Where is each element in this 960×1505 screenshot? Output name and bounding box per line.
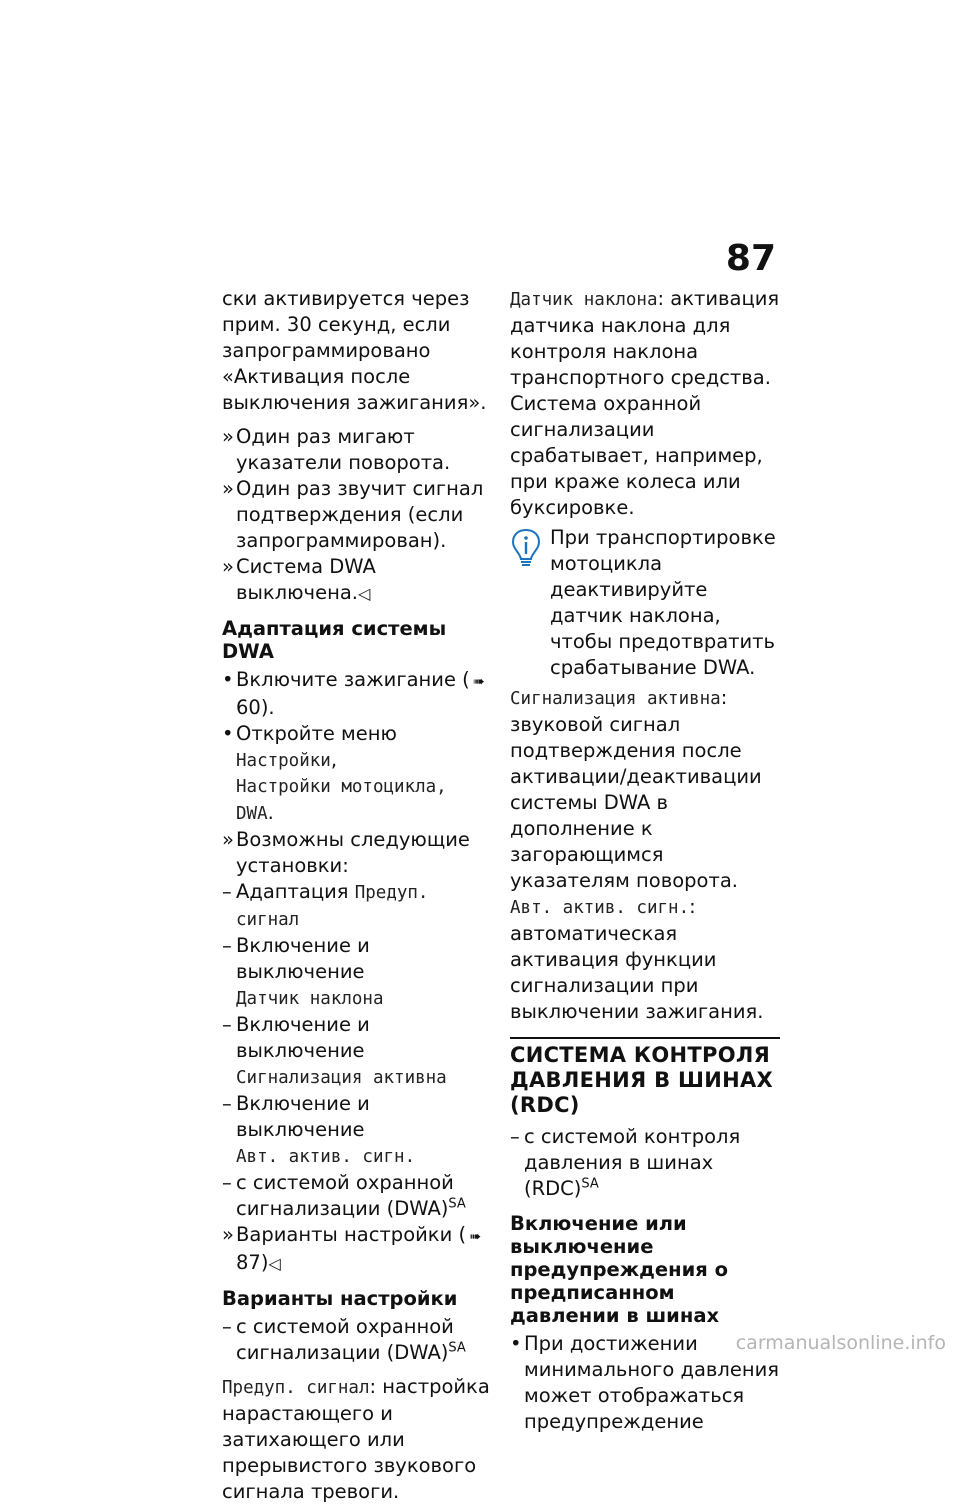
menu-path: DWA bbox=[236, 804, 268, 824]
page-ref[interactable]: 60). bbox=[236, 696, 275, 719]
end-mark-icon: ◁ bbox=[268, 1254, 281, 1273]
condition-item: – с системой охранной сигнализации (DWA)$^{SA}$ bbox=[222, 1315, 466, 1364]
auto-activation-paragraph: Авт. актив. сигн.: автоматическая активация функции сигнализации при выключении зажигания. bbox=[510, 895, 764, 1023]
page-ref-arrow-icon: ➠ bbox=[472, 674, 485, 690]
right-column bbox=[510, 286, 780, 1435]
menu-path: Настройки мотоцикла, bbox=[236, 777, 447, 797]
left-column bbox=[222, 286, 490, 1505]
step-item: • При достижении минимального давления может отображаться предупреждение bbox=[510, 1332, 780, 1433]
heading-setting-variants: Варианты настройки bbox=[222, 1287, 458, 1310]
step-item: • Включите зажигание ( ➠60). bbox=[222, 667, 490, 721]
step-item: • Откройте меню Настройки, Настройки мотоцикла, DWA. bbox=[222, 721, 490, 827]
result-item: » Один раз звучит сигнал подтверждения (если запрограммирован). bbox=[222, 477, 484, 552]
section-divider bbox=[510, 1037, 780, 1039]
result-item: » Варианты настройки ( ➠87)◁ bbox=[222, 1222, 490, 1277]
settings-item: – с системой охранной сигнализации (DWA)$^{SA}$ bbox=[222, 1171, 466, 1220]
section-title: СИСТЕМА КОНТРОЛЯ ДАВЛЕНИЯ В ШИНАХ (RDC) bbox=[510, 1043, 774, 1117]
page-ref[interactable]: 87) bbox=[236, 1251, 269, 1274]
page-number: 87 bbox=[725, 238, 776, 279]
page-ref-arrow-icon: ➠ bbox=[469, 1229, 481, 1245]
predup-paragraph: Предуп. сигнал: настройка нарастающего и затихающего или прерывистого звукового сигнала тревоги. bbox=[222, 1375, 490, 1503]
result-item: » Один раз мигают указатели поворота. bbox=[222, 425, 451, 474]
end-mark-icon: ◁ bbox=[357, 584, 371, 603]
settings-item: – Включение и выключение Датчик наклона bbox=[222, 934, 384, 1009]
heading-dwa-adaptation: Адаптация системы DWA bbox=[222, 617, 447, 663]
alarm-active-paragraph: Сигнализация активна: звуковой сигнал подтверждения после активации/деактивации системы DWA в дополнение к загорающимся указателям поворота. bbox=[510, 686, 762, 892]
info-note: При транспортировке мотоцикла деактивируйте датчик наклона, чтобы предотвратить срабатывание DWA. bbox=[510, 525, 780, 681]
watermark: carmanualsonline.info bbox=[735, 1332, 946, 1354]
settings-item: – Включение и выключение Сигнализация активна bbox=[222, 1013, 447, 1088]
tilt-sensor-paragraph: Датчик наклона: активация датчика наклона для контроля наклона транспортного средства. Система охранной сигнализации срабатывает, например, при краже колеса или буксировке. bbox=[510, 287, 780, 519]
result-item: » Возможны следующие установки: bbox=[222, 828, 470, 877]
menu-path: Настройки bbox=[236, 751, 331, 771]
settings-item: – Адаптация Предуп. сигнал bbox=[222, 880, 429, 930]
heading-pressure-warning: Включение или выключение предупреждения о предписанном давлении в шинах bbox=[510, 1212, 728, 1327]
result-item: » Система DWA выключена.◁ bbox=[222, 555, 376, 604]
info-icon bbox=[510, 527, 542, 567]
intro-paragraph: ски активируется через прим. 30 секунд, если запрограммировано «Активация после выключения зажигания». bbox=[222, 287, 487, 414]
settings-item: – Включение и выключение Авт. актив. сигн. bbox=[222, 1092, 416, 1167]
condition-item: – с системой контроля давления в шинах (RDC)$^{SA}$ bbox=[510, 1125, 741, 1200]
